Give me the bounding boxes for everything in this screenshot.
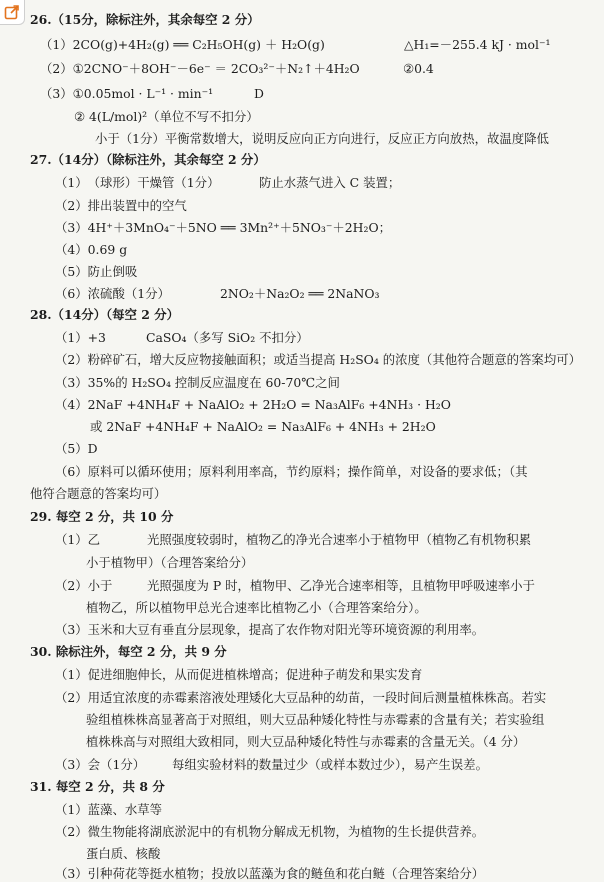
q30-line-4: 植株株高与对照组大致相同，则大豆品种矮化特性与赤霉素的含量无关。（4 分） xyxy=(86,734,526,749)
q26-line-2 xyxy=(40,61,360,77)
q26-l1-num: （1） xyxy=(40,37,73,52)
q27-line-1 xyxy=(55,175,219,191)
q29-header: 29. 每空 2 分，共 10 分 xyxy=(30,509,174,524)
corner-share-button[interactable] xyxy=(0,0,25,25)
q26-header: 26.（15分，除标注外，其余每空 2 分） xyxy=(30,12,260,27)
q28-line-4: （4）2NaF +4NH₄F + NaAlO₂ + 2H₂O = Na₃AlF₆ +4NH₃ · H₂O xyxy=(55,397,451,412)
q29-l3-num: （2）小于 xyxy=(55,578,113,593)
q28-l1-valence: +3 xyxy=(87,330,106,345)
q26-l2-num: （2） xyxy=(40,61,73,76)
q26-l3-num: （3） xyxy=(40,86,73,101)
q28-line-7: （6）原料可以循环使用；原料利用率高，节约原料；操作简单，对设备的要求低；（其 xyxy=(55,464,528,479)
q27-l1-answer: （球形）干燥管（1分） xyxy=(87,175,220,190)
q29-line-5: （3）玉米和大豆有垂直分层现象，提高了农作物对阳光等环境资源的利用率。 xyxy=(55,622,485,637)
q30-l5-text: 每组实验材料的数量过少（或样本数过少），易产生误差。 xyxy=(172,757,488,772)
q27-line-4: （4）0.69 g xyxy=(55,242,128,257)
q26-l2-answer: ②0.4 xyxy=(403,61,434,76)
q27-l1-reason: 防止水蒸气进入 C 装置； xyxy=(259,175,401,190)
q26-l2-equation: ①2CNO⁻＋8OH⁻－6e⁻ ＝ 2CO₃²⁻＋N₂↑＋4H₂O xyxy=(72,61,360,76)
q28-l1-num: （1） xyxy=(55,330,88,345)
q28-line-2: （2）粉碎矿石，增大反应物接触面积；或适当提高 H₂SO₄ 的浓度（其他符合题意的答案均可） xyxy=(55,352,581,367)
q31-line-4: （3）引种荷花等挺水植物；投放以蓝藻为食的鲢鱼和花白鲢（合理答案给分） xyxy=(55,866,485,881)
q28-l1-residue: CaSO₄（多写 SiO₂ 不扣分） xyxy=(146,330,309,345)
q29-line-4: 植物乙，所以植物甲总光合速率比植物乙小（合理答案给分）。 xyxy=(86,600,427,615)
q29-l1-text: 光照强度较弱时，植物乙的净光合速率小于植物甲（植物乙有机物积累 xyxy=(147,532,532,547)
share-icon xyxy=(4,4,20,20)
q27-line-6 xyxy=(55,286,170,302)
q28-line-6: （5）D xyxy=(55,441,98,456)
q30-header: 30. 除标注外，每空 2 分，共 9 分 xyxy=(30,644,227,659)
q30-line-3: 验组植株株高显著高于对照组，则大豆品种矮化特性与赤霉素的含量有关；若实验组 xyxy=(86,712,545,727)
q26-line-3 xyxy=(40,86,213,102)
q27-l6-num: （6） xyxy=(55,286,88,301)
q29-l3-text: 光照强度为 P 时，植物甲、乙净光合速率相等，且植物甲呼吸速率小于 xyxy=(147,578,535,593)
q30-l5-num: （3）会（1分） xyxy=(55,757,146,772)
q28-line-8: 他符合题意的答案均可） xyxy=(30,486,167,501)
q28-line-5: 或 2NaF +4NH₄F + NaAlO₂ = Na₃AlF₆ + 4NH₃ + 2H₂O xyxy=(90,419,436,434)
q28-line-1 xyxy=(55,330,106,346)
q26-line-1 xyxy=(40,37,325,53)
q26-line-5: 小于（1分）平衡常数增大，说明反应向正方向进行，反应正方向放热，故温度降低 xyxy=(95,131,549,146)
q27-line-5: （5）防止倒吸 xyxy=(55,264,138,279)
q27-line-2: （2）排出装置中的空气 xyxy=(55,198,187,213)
q29-line-2: 小于植物甲）（合理答案给分） xyxy=(86,555,254,570)
q31-line-2: （2）微生物能将湖底淤泥中的有机物分解成无机物，为植物的生长提供营养。 xyxy=(55,824,485,839)
q31-line-3: 蛋白质、核酸 xyxy=(86,846,161,861)
q26-line-4: ② 4(L/mol)²（单位不写不扣分） xyxy=(74,109,259,124)
q26-l3-rate: ①0.05mol · L⁻¹ · min⁻¹ xyxy=(72,86,214,101)
q27-l1-num: （1） xyxy=(55,175,88,190)
q26-l1-enthalpy: △H₁=－255.4 kJ · mol⁻¹ xyxy=(404,37,551,52)
q31-header: 31. 每空 2 分，共 8 分 xyxy=(30,779,165,794)
q31-line-1: （1）蓝藻、水草等 xyxy=(55,802,163,817)
q30-line-1: （1）促进细胞伸长，从而促进植株增高；促进种子萌发和果实发育 xyxy=(55,667,423,682)
q27-line-3: （3）4H⁺＋3MnO₄⁻＋5NO ══ 3Mn²⁺＋5NO₃⁻＋2H₂O； xyxy=(55,220,392,235)
q26-l3-choice: D xyxy=(254,86,264,101)
q27-header: 27.（14分）（除标注外，其余每空 2 分） xyxy=(30,152,266,167)
q30-line-2: （2）用适宜浓度的赤霉素溶液处理矮化大豆品种的幼苗，一段时间后测量植株株高。若实 xyxy=(55,690,547,705)
q28-line-3: （3）35%的 H₂SO₄ 控制反应温度在 60-70℃之间 xyxy=(55,375,340,390)
q28-header: 28.（14分）（每空 2 分） xyxy=(30,307,179,322)
q29-l1-num: （1）乙 xyxy=(55,532,101,547)
q27-l6-equation: 2NO₂＋Na₂O₂ ══ 2NaNO₃ xyxy=(220,286,380,301)
q27-l6-answer: 浓硫酸（1分） xyxy=(87,286,170,301)
q26-l1-equation: 2CO(g)+4H₂(g) ══ C₂H₅OH(g) ＋ H₂O(g) xyxy=(72,37,325,52)
